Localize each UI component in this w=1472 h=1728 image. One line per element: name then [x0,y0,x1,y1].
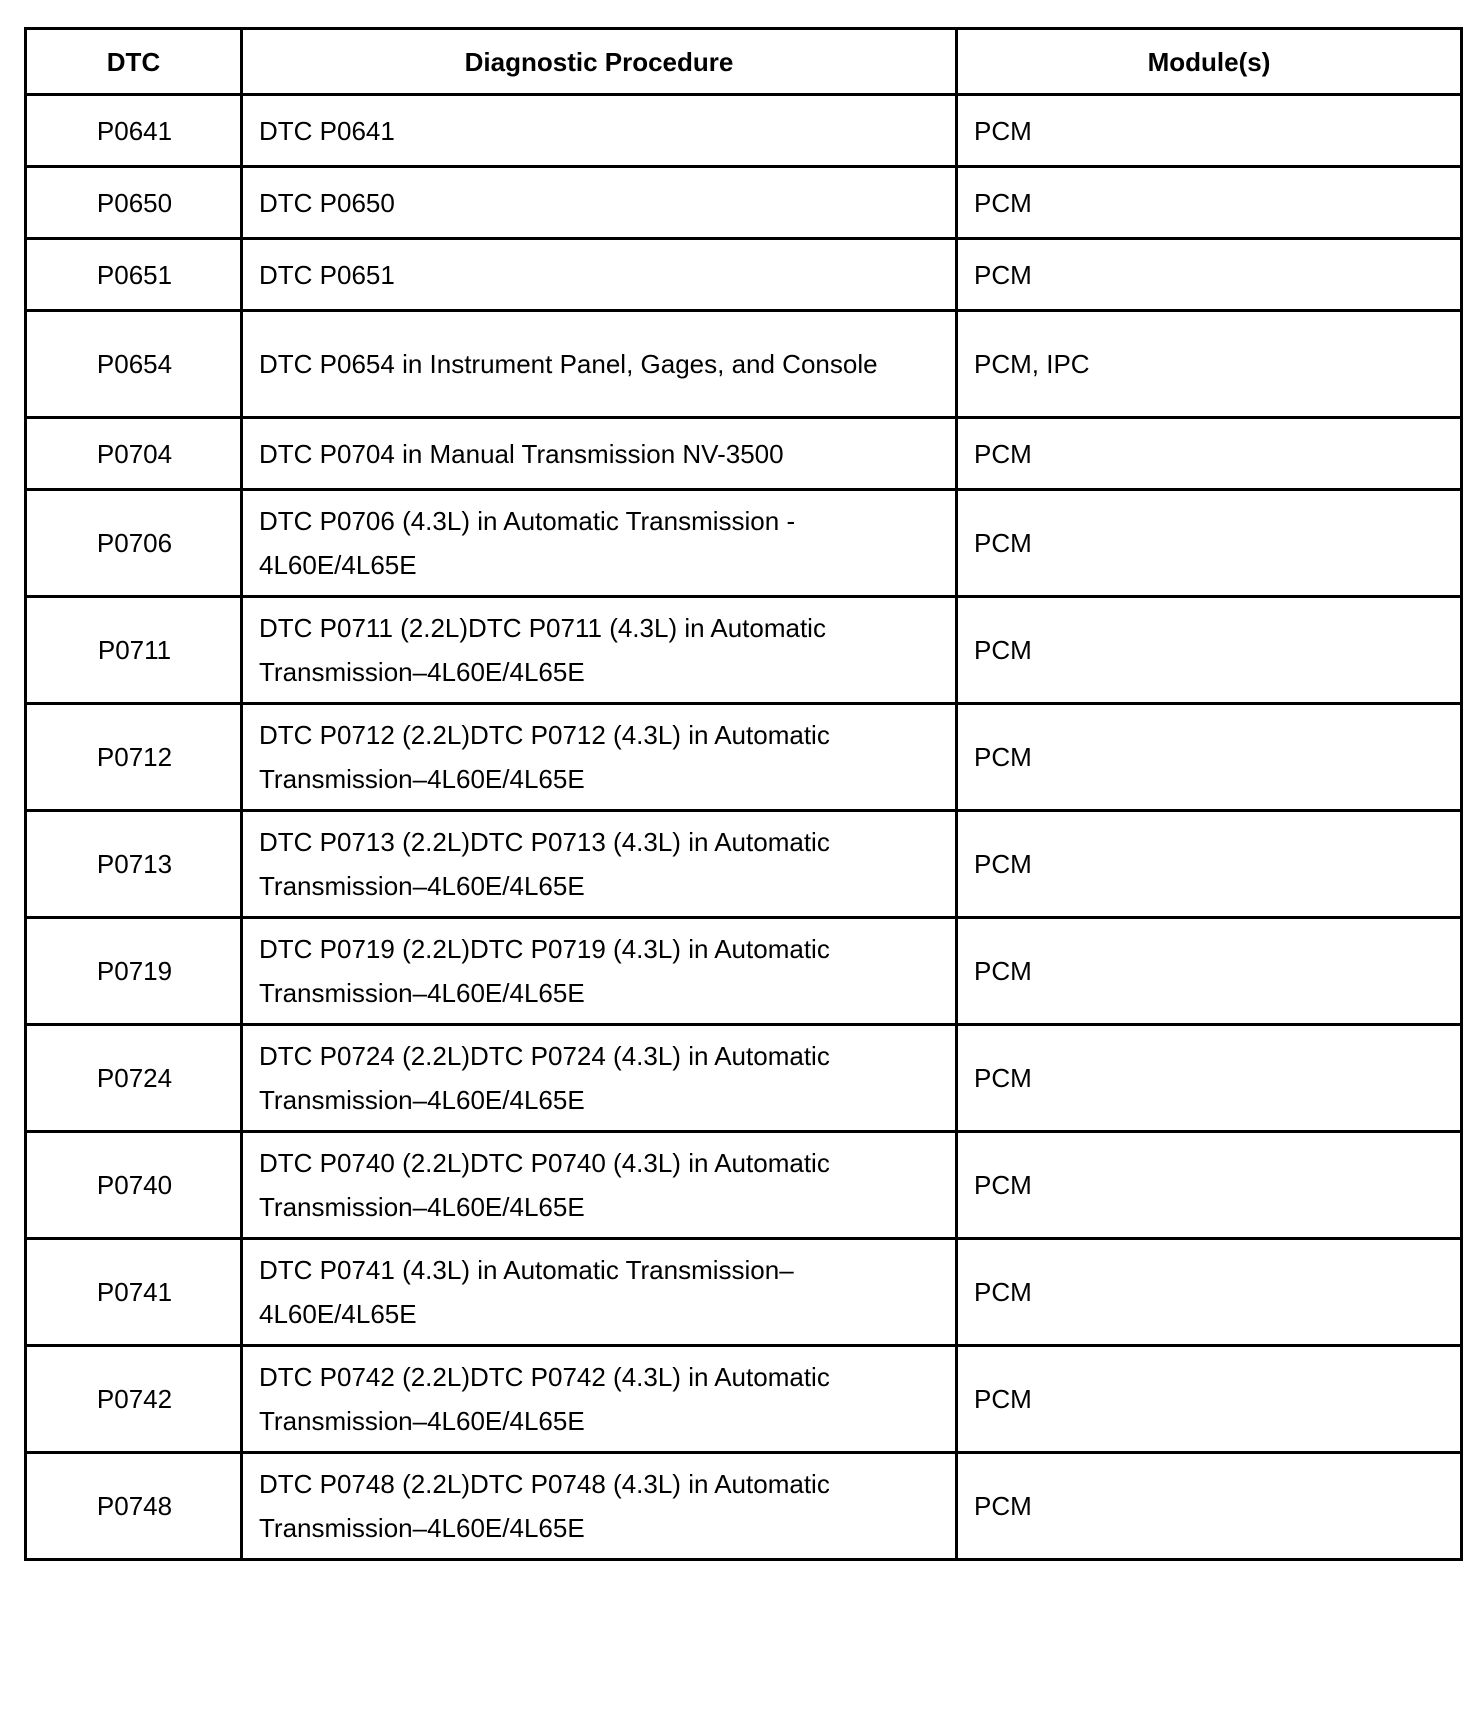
modules: PCM [957,95,1462,167]
table-row [26,811,1462,918]
dtc-code: P0712 [26,704,242,811]
modules: PCM, IPC [957,311,1462,418]
diagnostic-procedure: DTC P0650 [242,167,957,239]
dtc-code: P0654 [26,311,242,418]
modules: PCM [957,811,1462,918]
table-row [26,418,1462,490]
dtc-code: P0651 [26,239,242,311]
modules: PCM [957,1132,1462,1239]
dtc-code: P0724 [26,1025,242,1132]
diagnostic-procedure: DTC P0711 (2.2L)DTC P0711 (4.3L) in Automatic Transmission–4L60E/4L65E [242,597,957,704]
header-diagnostic-procedure: Diagnostic Procedure [242,29,957,95]
diagnostic-procedure: DTC P0654 in Instrument Panel, Gages, and Console [242,311,957,418]
dtc-code: P0713 [26,811,242,918]
modules: PCM [957,1346,1462,1453]
dtc-code: P0706 [26,490,242,597]
table-row [26,704,1462,811]
diagnostic-procedure: DTC P0724 (2.2L)DTC P0724 (4.3L) in Automatic Transmission–4L60E/4L65E [242,1025,957,1132]
diagnostic-procedure: DTC P0704 in Manual Transmission NV-3500 [242,418,957,490]
dtc-code: P0711 [26,597,242,704]
diagnostic-procedure: DTC P0651 [242,239,957,311]
table-row [26,95,1462,167]
modules: PCM [957,418,1462,490]
table-row [26,1025,1462,1132]
diagnostic-procedure: DTC P0741 (4.3L) in Automatic Transmission–4L60E/4L65E [242,1239,957,1346]
table-row [26,239,1462,311]
diagnostic-procedure: DTC P0712 (2.2L)DTC P0712 (4.3L) in Automatic Transmission–4L60E/4L65E [242,704,957,811]
modules: PCM [957,167,1462,239]
modules: PCM [957,597,1462,704]
table-row [26,311,1462,418]
dtc-code: P0650 [26,167,242,239]
modules: PCM [957,1453,1462,1560]
header-modules: Module(s) [957,29,1462,95]
modules: PCM [957,1025,1462,1132]
dtc-code: P0704 [26,418,242,490]
diagnostic-procedure: DTC P0719 (2.2L)DTC P0719 (4.3L) in Automatic Transmission–4L60E/4L65E [242,918,957,1025]
modules: PCM [957,704,1462,811]
table-row [26,1239,1462,1346]
diagnostic-procedure: DTC P0748 (2.2L)DTC P0748 (4.3L) in Automatic Transmission–4L60E/4L65E [242,1453,957,1560]
diagnostic-procedure: DTC P0742 (2.2L)DTC P0742 (4.3L) in Automatic Transmission–4L60E/4L65E [242,1346,957,1453]
modules: PCM [957,918,1462,1025]
dtc-code: P0741 [26,1239,242,1346]
dtc-code: P0719 [26,918,242,1025]
modules: PCM [957,490,1462,597]
diagnostic-procedure: DTC P0641 [242,95,957,167]
table-header-row [26,29,1462,95]
modules: PCM [957,239,1462,311]
table-row [26,918,1462,1025]
table-row [26,167,1462,239]
table-row [26,1132,1462,1239]
header-dtc: DTC [26,29,242,95]
modules: PCM [957,1239,1462,1346]
table-row [26,1346,1462,1453]
dtc-code: P0740 [26,1132,242,1239]
table-row [26,1453,1462,1560]
dtc-code: P0641 [26,95,242,167]
diagnostic-procedure: DTC P0740 (2.2L)DTC P0740 (4.3L) in Automatic Transmission–4L60E/4L65E [242,1132,957,1239]
diagnostic-procedure: DTC P0713 (2.2L)DTC P0713 (4.3L) in Automatic Transmission–4L60E/4L65E [242,811,957,918]
table-row [26,490,1462,597]
table-row [26,597,1462,704]
diagnostic-procedure: DTC P0706 (4.3L) in Automatic Transmission - 4L60E/4L65E [242,490,957,597]
dtc-code: P0748 [26,1453,242,1560]
dtc-code: P0742 [26,1346,242,1453]
dtc-table [24,27,1463,1561]
